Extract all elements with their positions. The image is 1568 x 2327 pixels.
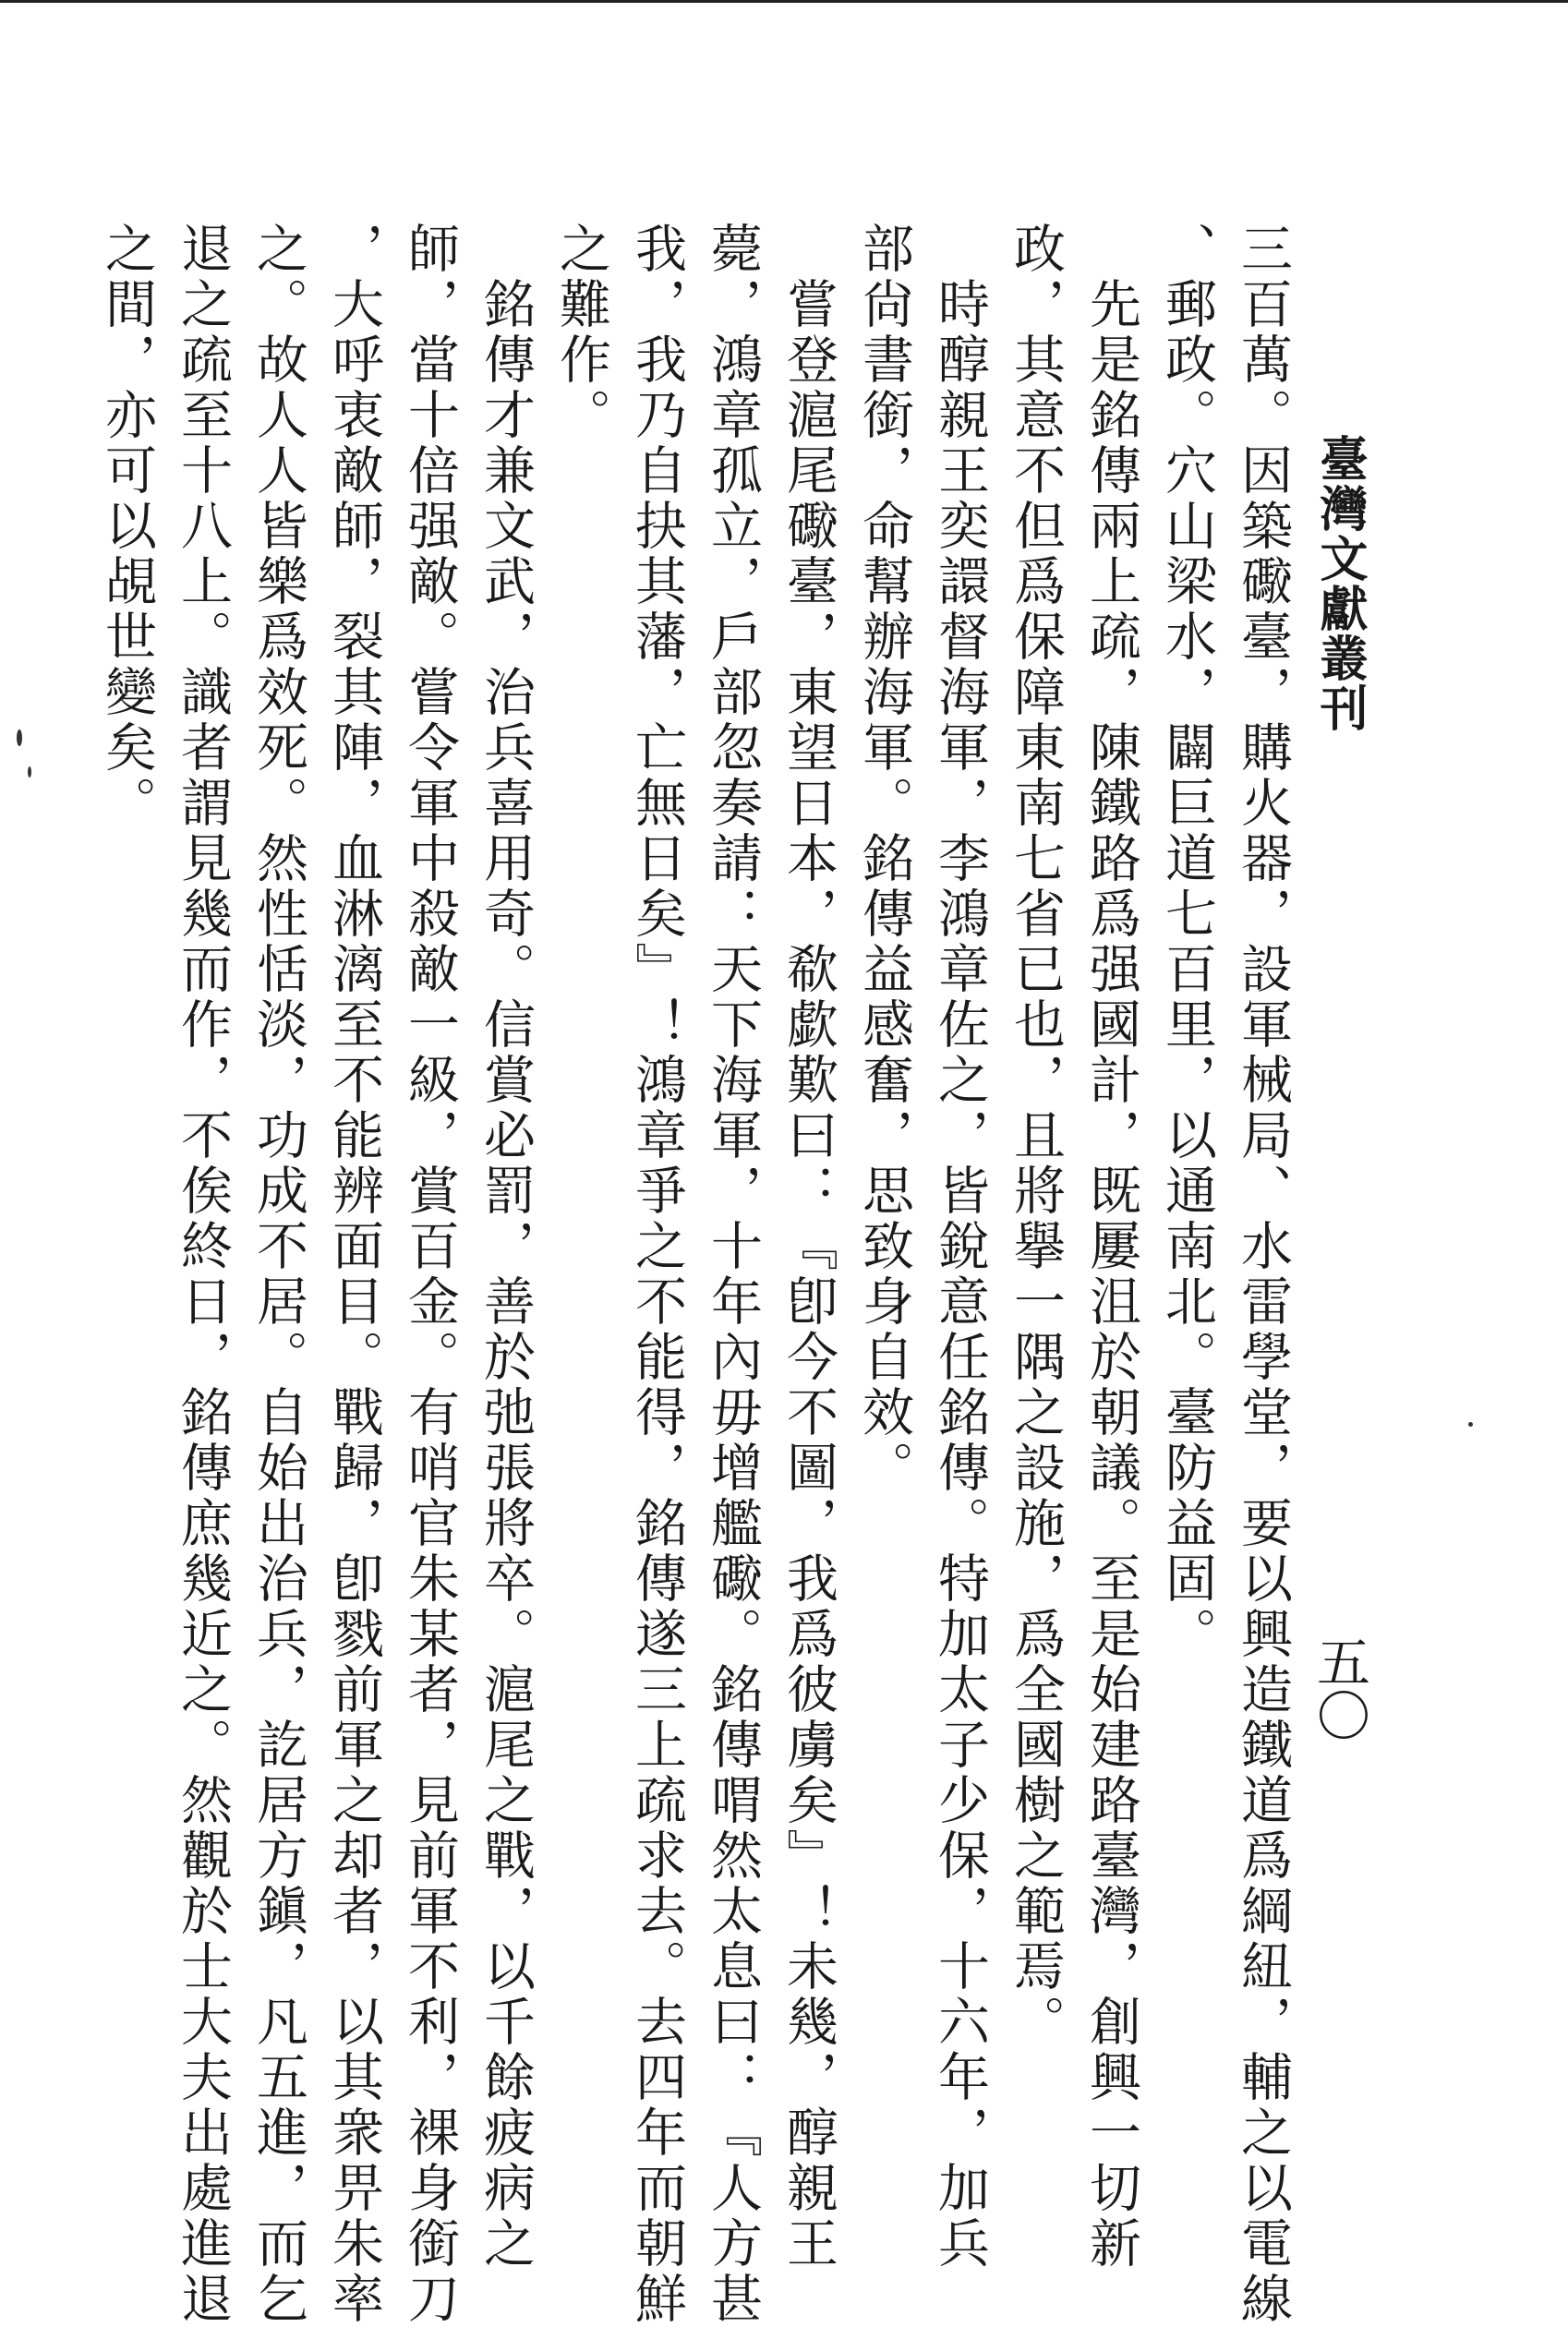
body-text bbox=[89, 222, 1300, 2327]
text-column: 薨，鴻章孤立，戶部忽奏請：天下海軍，十年內毋增艦礮。銘傳喟然太息曰：『人方甚 bbox=[703, 222, 763, 2327]
scan-speck bbox=[17, 729, 22, 746]
text-column: 退之疏至十八上。識者謂見幾而作，不俟終日，銘傳庶幾近之。然觀於士大夫出處進退 bbox=[173, 222, 233, 2327]
text-column: 嘗登滬尾礮臺，東望日本，欷歔歎曰：『卽今不圖，我爲彼虜矣』！未幾，醇親王 bbox=[778, 222, 838, 2272]
text-column: 時醇親王奕譞督海軍，李鴻章佐之，皆銳意任銘傳。特加太子少保，十六年，加兵 bbox=[930, 222, 990, 2272]
text-column: ，大呼衷敵師，裂其陣，血淋漓至不能辨面目。戰歸，卽戮前軍之却者，以其衆畀朱率 bbox=[324, 222, 384, 2327]
text-column: 之難作。 bbox=[551, 222, 611, 443]
text-column: 部尙書銜，命幫辦海軍。銘傳益感奮，思致身自效。 bbox=[854, 222, 914, 1496]
scan-speck bbox=[1468, 1422, 1473, 1427]
page-number: 五〇 bbox=[1308, 1634, 1370, 1742]
text-column: 銘傳才兼文武，治兵喜用奇。信賞必罰，善於弛張將卒。滬尾之戰，以千餘疲病之 bbox=[476, 222, 536, 2272]
scan-speck bbox=[28, 766, 31, 778]
text-column: 政，其意不但爲保障東南七省已也，且將擧一隅之設施，爲全國樹之範焉。 bbox=[1006, 222, 1066, 2050]
text-column: 之。故人人皆樂爲效死。然性恬淡，功成不居。自始出治兵，訖居方鎭，凡五進，而乞 bbox=[248, 222, 308, 2327]
text-column: 、郵政。穴山梁水，闢巨道七百里，以通南北。臺防益固。 bbox=[1157, 222, 1217, 1662]
text-column: 我，我乃自抉其藩，亡無日矣』！鴻章爭之不能得，銘傳遂三上疏求去。去四年而朝鮮 bbox=[627, 222, 687, 2327]
running-head: 臺灣文獻叢刊 bbox=[1311, 434, 1368, 733]
text-column: 三百萬。因築礮臺，購火器，設軍械局、水雷學堂，要以興造鐵道爲綱紐，輔之以電線 bbox=[1233, 222, 1293, 2327]
text-column: 之間，亦可以覘世變矣。 bbox=[97, 222, 157, 831]
text-column: 先是銘傳兩上疏，陳鐵路爲强國計，既屢沮於朝議。至是始建路臺灣，創興一切新 bbox=[1081, 222, 1141, 2272]
top-border-line bbox=[0, 0, 1568, 3]
text-column: 師，當十倍强敵。嘗令軍中殺敵一級，賞百金。有哨官朱某者，見前軍不利，裸身銜刀 bbox=[400, 222, 460, 2327]
